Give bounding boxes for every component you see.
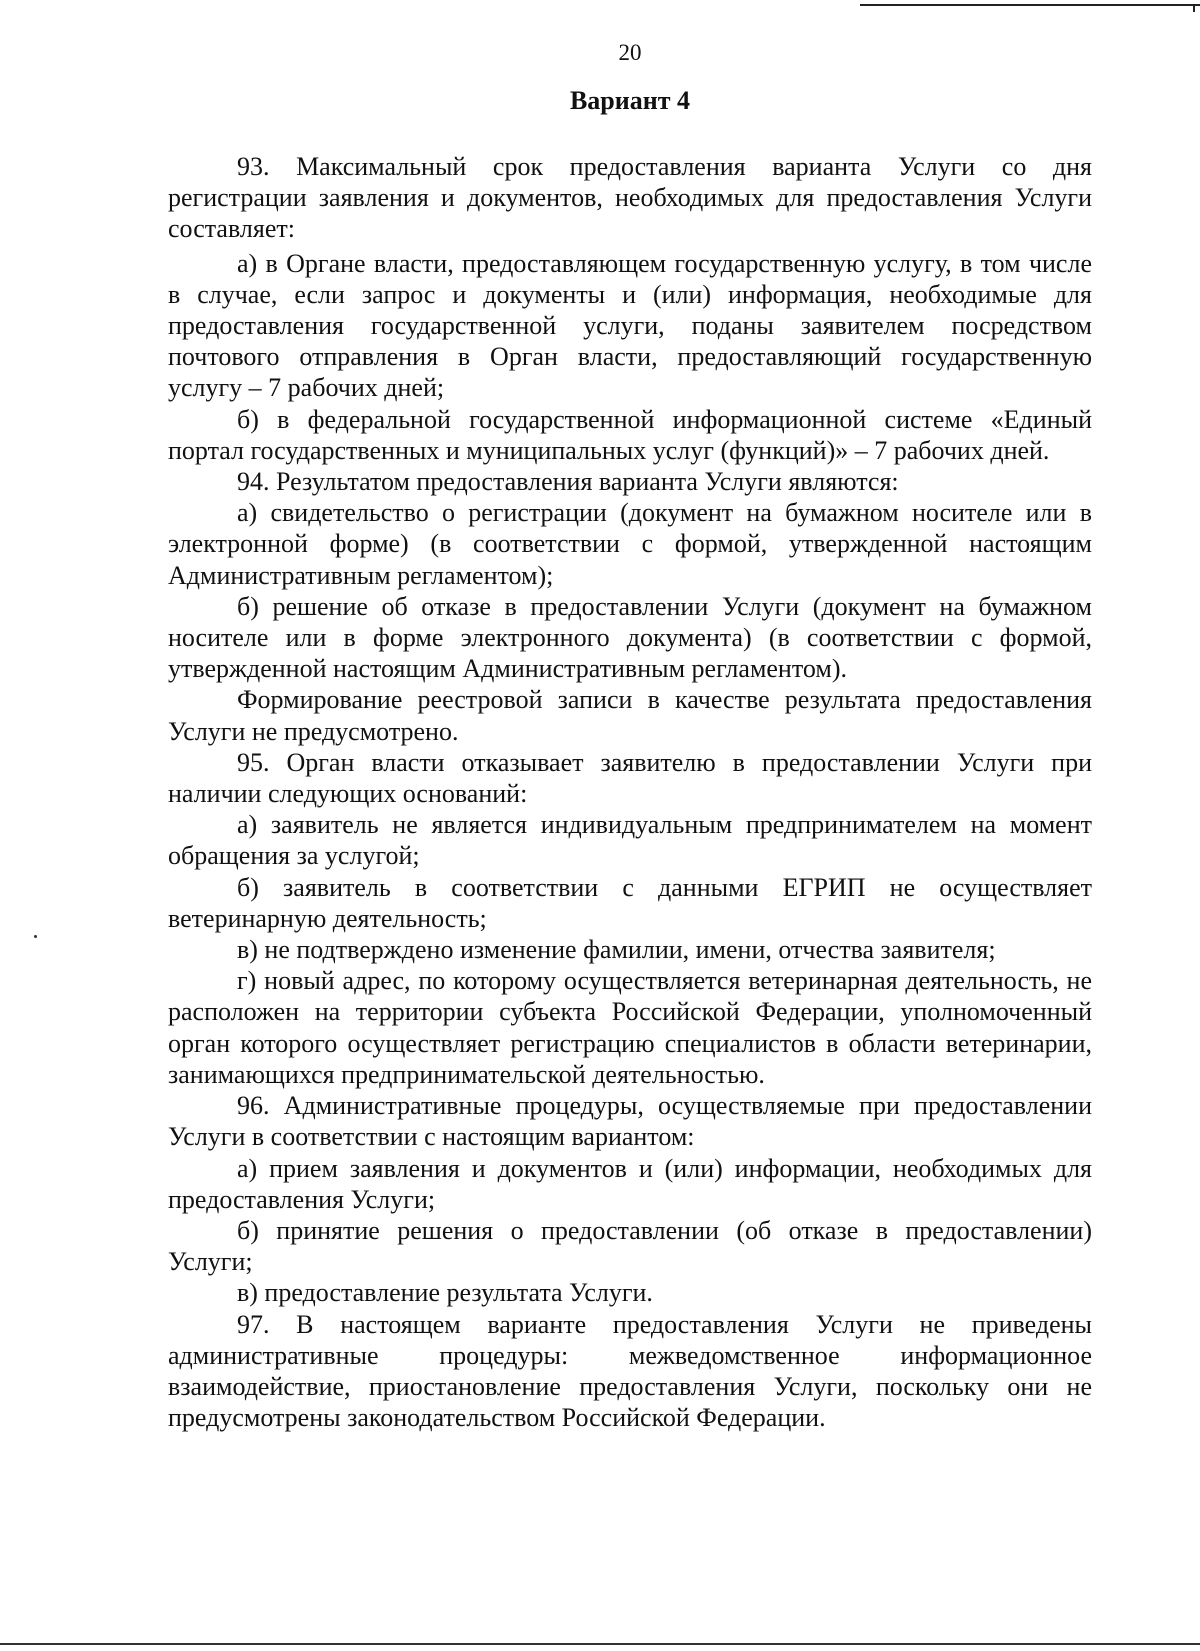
scan-edge-line-bottom [0, 1643, 1200, 1645]
section-heading: Вариант 4 [569, 86, 691, 115]
paragraph-registry-note: Формирование реестровой записи в качестве результата предоставления Услуги не предусмотрено. [168, 685, 1092, 746]
paragraph-96-v: в) предоставление результата Услуги. [237, 1278, 653, 1308]
paragraph-96: 96. Административные процедуры, осуществляемые при предоставлении Услуги в соответствии с настоящим вариантом: [168, 1091, 1092, 1152]
paragraph-95-g: г) новый адрес, по которому осуществляется ветеринарная деятельность, не расположен на территории субъекта Российской Федерации, уполномоченный орган которого осуществляет регистрацию специалистов в области ветеринарии, занимающихся предпринимательской деятельностью. [168, 966, 1092, 1089]
paragraph-96-b: б) принятие решения о предоставлении (об отказе в предоставлении) Услуги; [168, 1215, 1092, 1277]
paragraph-95: 95. Орган власти отказывает заявителю в предоставлении Услуги при наличии следующих оснований: [168, 747, 1092, 809]
document-body [168, 151, 1092, 1433]
paragraph-93-b: б) в федеральной государственной информационной системе «Единый портал государственных и муниципальных услуг (функций)» – 7 рабочих дней. [168, 404, 1092, 465]
scan-speck [34, 935, 37, 938]
scan-edge-line-top [860, 4, 1200, 6]
paragraph-94-b: б) решение об отказе в предоставлении Услуги (документ на бумажном носителе или в форме электронного документа) (в соответствии с формой, утвержденной настоящим Административным регламентом). [168, 591, 1092, 684]
paragraph-94-a: а) свидетельство о регистрации (документ на бумажном носителе или в электронной форме) (в соответствии с формой, утвержденной настоящим Административным регламентом); [168, 498, 1092, 590]
paragraph-95-b: б) заявитель в соответствии с данными ЕГРИП не осуществляет ветеринарную деятельность; [168, 872, 1092, 933]
paragraph-93: 93. Максимальный срок предоставления варианта Услуги со дня регистрации заявления и документов, необходимых для предоставления Услуги составляет: [168, 152, 1092, 244]
paragraph-95-v: в) не подтверждено изменение фамилии, имени, отчества заявителя; [237, 935, 996, 965]
paragraph-96-a: а) прием заявления и документов и (или) информации, необходимых для предоставления Услуги; [168, 1153, 1092, 1214]
paragraph-95-a: а) заявитель не является индивидуальным предпринимателем на момент обращения за услугой; [168, 810, 1092, 871]
paragraph-93-a: а) в Органе власти, предоставляющем государственную услугу, в том числе в случае, если запрос и документы и (или) информация, необходимые для предоставления государственной услуги, поданы заявителем посредством почтового отправления в Орган власти, предоставляющий государственную услугу – 7 рабочих дней; [168, 248, 1092, 403]
paragraph-97: 97. В настоящем варианте предоставления Услуги не приведены административные процедуры: межведомственное информационное взаимодействие, приостановление предоставления Услуги, поскольку они не предусмотрены законодательством Российской Федерации. [168, 1309, 1092, 1433]
paragraph-94: 94. Результатом предоставления варианта Услуги являются: [237, 467, 899, 497]
page-number: 20 [618, 40, 642, 65]
scan-edge-corner [1193, 4, 1195, 12]
